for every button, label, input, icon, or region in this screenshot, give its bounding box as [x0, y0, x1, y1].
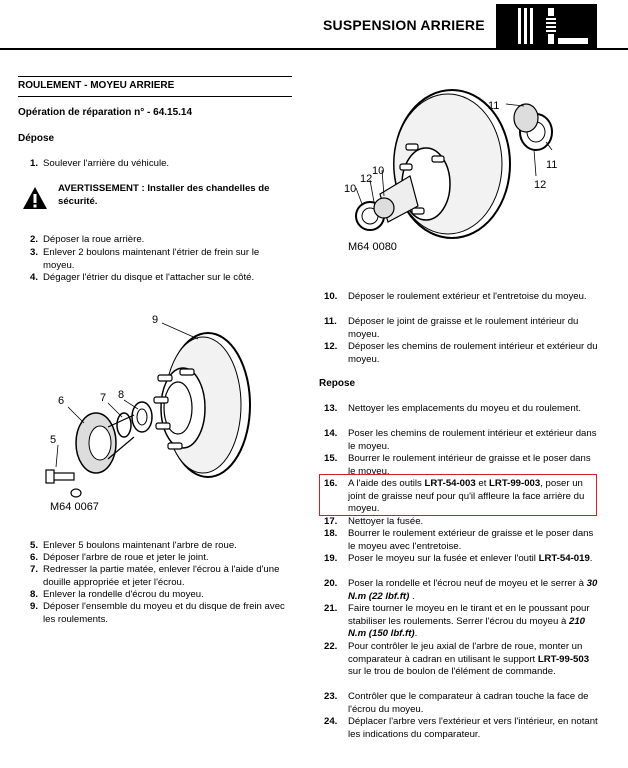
figure-code-left: M64 0067 — [50, 501, 99, 513]
step-19: 19. Poser le moyeu sur la fusée et enlever l'outil LRT-54-019. — [324, 553, 593, 564]
callout-11-top: 11 — [488, 100, 500, 112]
step-20: 20. Poser la rondelle et l'écrou neuf de moyeu et le serrer à 30 N.m (22 lbf.ft) . — [324, 578, 598, 602]
step-3: 3. Enlever 2 boulons maintenant l'étrier de frein sur le moyeu. — [30, 247, 260, 271]
step-11: 11. Déposer le joint de graisse et le roulement intérieur du moyeu. — [324, 316, 579, 340]
step-15: 15. Bourrer le roulement intérieur de graisse et le poser dans le moyeu. — [324, 453, 591, 475]
section-rule-bottom — [18, 96, 292, 97]
warning-triangle-icon — [22, 186, 48, 215]
bearing-figure — [340, 84, 580, 264]
step-13: 13. Nettoyer les emplacements du moyeu et du roulement. — [324, 403, 582, 414]
warning-text: AVERTISSEMENT : Installer des chandelles de sécurité. — [58, 183, 270, 207]
step-23: 23. Contrôler que le comparateur à cadran touche la face de l'écrou du moyeu. — [324, 691, 589, 715]
callout-12-right: 12 — [534, 179, 547, 191]
hub-disc-figure — [38, 305, 288, 520]
callout-9: 9 — [152, 314, 159, 326]
depose-heading: Dépose — [18, 133, 55, 144]
callout-8: 8 — [118, 389, 125, 401]
callout-7: 7 — [100, 392, 107, 404]
callout-5: 5 — [50, 434, 57, 446]
step-8: 8. Enlever la rondelle d'écrou du moyeu. — [30, 589, 204, 600]
step-16: 16. A l'aide des outils LRT-54-003 et LRT-99-003, poser un joint de graisse neuf pour qu'il affleure la face arrière du moyeu. — [324, 478, 585, 515]
step-24: 24. Déplacer l'arbre vers l'extérieur et vers l'intérieur, en notant les indications du comparateur. — [324, 716, 598, 740]
callout-10-left: 10 — [344, 183, 357, 195]
step-22: 22. Pour contrôler le jeu axial de l'arbre de roue, monter un comparateur à cadran en utilisant le support LRT-99-503 sur le trou de boulon de l'élément de commande. — [324, 641, 590, 678]
step-1: 1. Soulever l'arrière du véhicule. — [30, 158, 170, 169]
callout-11-right: 11 — [546, 159, 558, 171]
step-21: 21. Faire tourner le moyeu en le tirant et en le poussant pour stabiliser les roulements. Serrer l'écrou du moyeu à 210 N.m (150 lbf.ft). — [324, 603, 590, 640]
step-4: 4. Dégager l'étrier du disque et l'attacher sur le côté. — [30, 272, 255, 283]
step-5: 5. Enlever 5 boulons maintenant l'arbre de roue. — [30, 540, 237, 551]
operation-number: Opération de réparation n° - 64.15.14 — [18, 107, 193, 118]
step-10: 10. Déposer le roulement extérieur et l'entretoise du moyeu. — [324, 291, 587, 302]
suspension-icon — [496, 4, 597, 48]
callout-10-upper: 10 — [372, 165, 385, 177]
figure-code-right: M64 0080 — [348, 241, 397, 253]
header-rule — [0, 48, 628, 50]
step-9: 9. Déposer l'ensemble du moyeu et du disque de frein avec les roulements. — [30, 601, 285, 625]
highlight-box-step-16 — [319, 474, 597, 516]
step-12: 12. Déposer les chemins de roulement intérieur et extérieur du moyeu. — [324, 341, 598, 365]
step-17: 17. Nettoyer la fusée. — [324, 516, 424, 527]
repose-heading: Repose — [319, 378, 356, 389]
step-7: 7. Redresser la partie matée, enlever l'écrou à l'aide d'une douille appropriée et jeter l'écrou. — [30, 564, 280, 588]
callout-12-left: 12 — [360, 173, 373, 185]
callout-6: 6 — [58, 395, 65, 407]
step-14: 14. Poser les chemins de roulement intérieur et extérieur dans le moyeu. — [324, 428, 597, 452]
step-2: 2. Déposer la roue arrière. — [30, 234, 145, 245]
page-header-title: SUSPENSION ARRIERE — [323, 17, 485, 33]
step-6: 6. Déposer l'arbre de roue et jeter le joint. — [30, 552, 209, 563]
section-title: ROULEMENT - MOYEU ARRIERE — [18, 80, 175, 91]
section-rule-top — [18, 76, 292, 77]
step-18: 18. Bourrer le roulement extérieur de graisse et le poser dans le moyeu avec l'entretoise. — [324, 528, 594, 552]
